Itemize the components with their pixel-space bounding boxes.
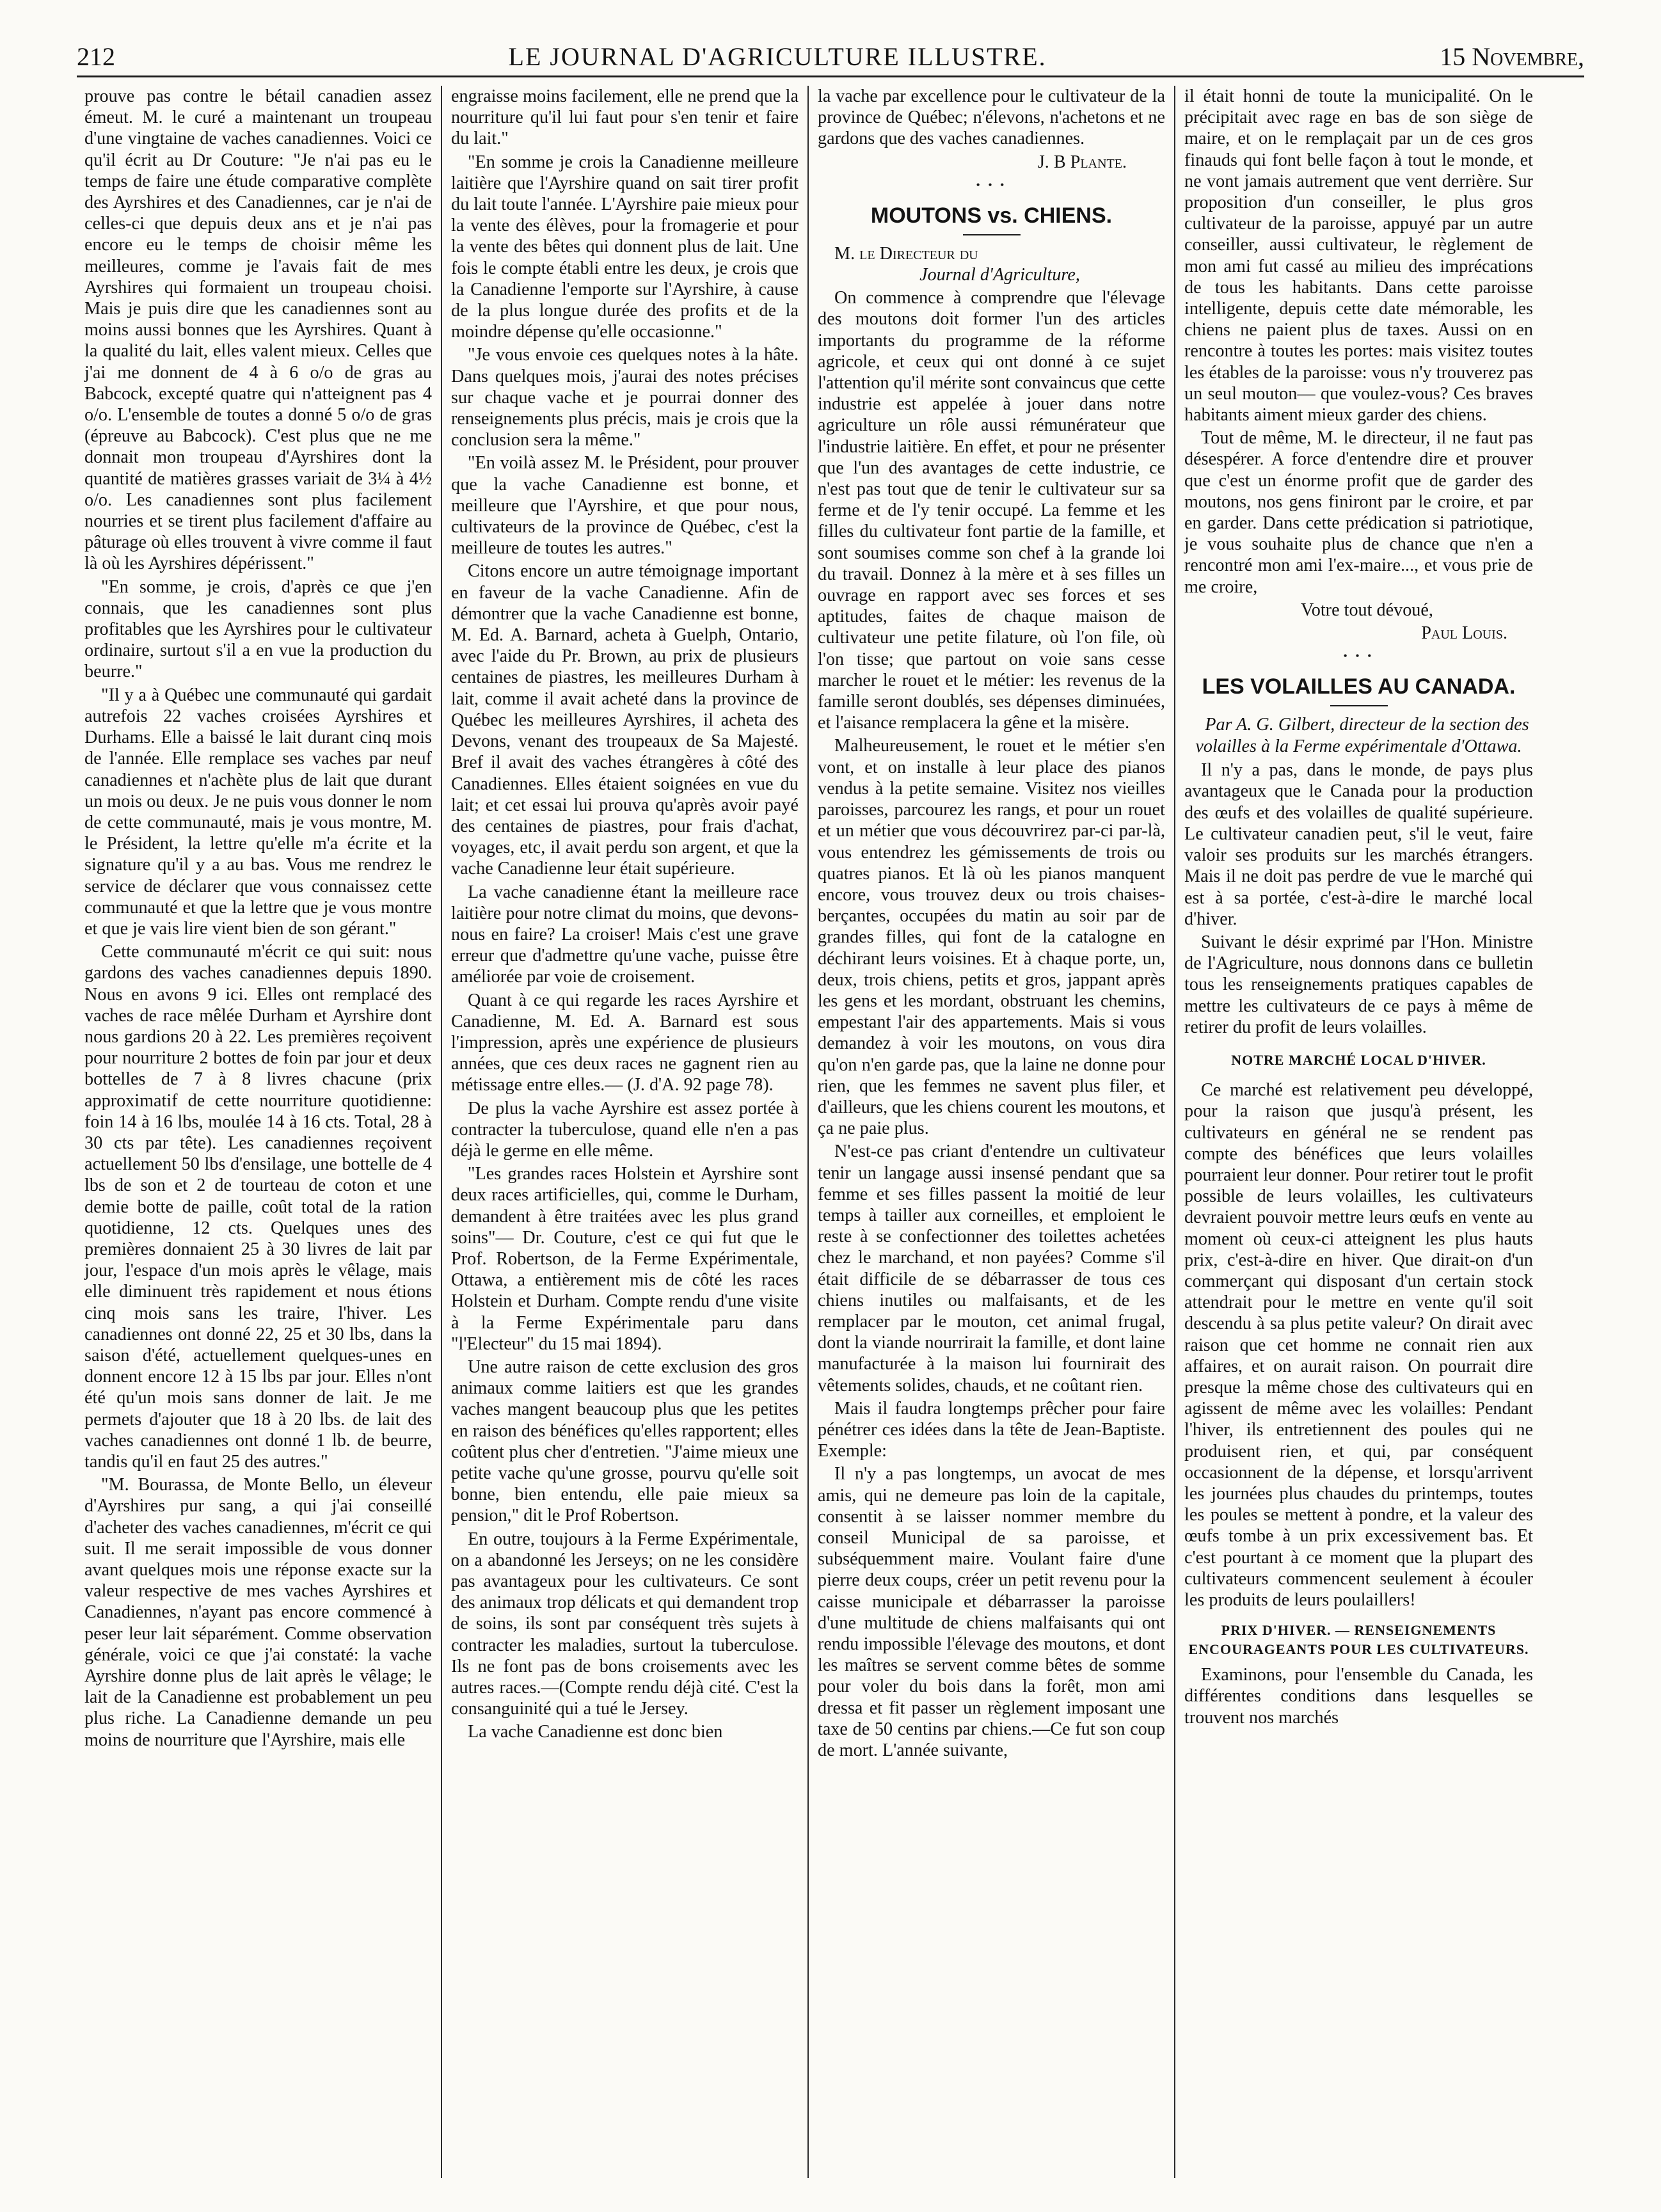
paragraph: Malheureusement, le rouet et le métier s'en vont, et on installe à leur place des pianos vendus à la petite semaine. Visitez nos vieilles paroisses, parcourez les rangs, et pour un rouet et un métier que vous découvrirez par-ci par-là, vous entendrez les gémissements de trois ou quatres pianos. Et là où les pianos manquent encore, vous trouvez deux ou trois chaises-berçantes, occupées du matin au soir par de grandes filles, qui font de la catalogne en déchirant leurs voisines. Et à chaque porte, un, deux, trois chiens, petits et gros, jappant après les gens et les mordant, obstruant les chemins, empestant l'air des appartements. Mais si vous demandez à voir les moutons, on vous dira qu'on n'en garde pas, que la laine ne donne pour rien, que les femmes ne savent plus filer, et d'ailleurs, que les chiens courent les moutons, et ça ne paie plus. — [818, 736, 1165, 1139]
paragraph: "En somme je crois la Canadienne meilleure laitière que l'Ayrshire quand on sait tirer profit du lait toute l'année. L'Ayrshire paie mieux pour la vente des élèves, pour la fromagerie et pour la vente des bêtes qui donnent plus de lait. Une fois le compte établi entre les deux, je crois que la Canadienne l'emporte sur l'Ayrshire, à cause de la plus longue durée des profits et de la moindre dépense qu'elle occasionne." — [451, 152, 799, 342]
page-number: 212 — [77, 42, 115, 71]
salutation-line: Journal d'Agriculture, — [919, 265, 1080, 285]
paragraph: Il n'y a pas longtemps, un avocat de mes amis, qui ne demeure pas loin de la capitale, consentit à se laisser nommer membre du conseil Municipal de sa paroisse, et subséquemment maire. Voulant faire d'une pierre deux coups, créer un petit revenu pour la caisse municipale et débarrasser la paroisse d'une multitude de chiens malfaisants qui ont rendu impossible l'élevage des moutons, et dont les maîtres se servent comme bêtes de somme pour voler du bois dans la forêt, mon ami dressa et fit passer un règlement imposant une taxe de 50 centins par chiens.—Ce fut son coup de mort. L'année suivante, — [818, 1464, 1165, 1761]
paragraph: "En somme, je crois, d'après ce que j'en connais, que les canadiennes sont plus profitables que les Ayrshires pour le cultivateur ordinaire, surtout s'il a en vue la production du beurre." — [84, 577, 432, 682]
paragraph: "Je vous envoie ces quelques notes à la hâte. Dans quelques mois, j'aurai des notes précises sur chaque vache et je pourrai donner des renseignements plus précis, mais je crois que la conclusion sera la même." — [451, 345, 799, 450]
paragraph: Citons encore un autre témoignage important en faveur de la vache Canadienne. Afin de démontrer que la vache Canadienne est bonne, M. Ed. A. Barnard, acheta à Guelph, Ontario, avec l'aide du Pr. Brown, au prix de plusieurs centaines de piastres, les meilleures Durham à lait, comme il avait acheté dans la province de Québec les meilleures Ayrshires, il acheta des Devons, venant des troupeaux de Sa Majesté. Bref il avait des vaches étrangères à côté des Canadiennes. Elles étaient soignées en vue du lait; et cet essai lui prouva qu'après avoir payé des centaines de piastres, pour frais d'achat, voyages, etc, il avait perdu son argent, et que la vache Canadienne leur était supérieure. — [451, 561, 799, 879]
article-byline: Par A. G. Gilbert, directeur de la section des volailles à la Ferme expérimentale d'Ottawa. — [1195, 715, 1529, 757]
article-columns — [76, 86, 1584, 2178]
paragraph: Ce marché est relativement peu développé, pour la raison que jusqu'à présent, les cultivateurs en général ne se rendent pas compte des bénéfices que leurs volailles pourraient leur donner. Pour retirer tout le profit possible de leurs volailles, les cultivateurs devraient pouvoir mettre leurs œufs en vente au moment où ceux-ci atteignent les plus hauts prix, c'est-à-dire en hiver. Que dirait-on d'un commerçant qui disposant d'un certain stock attendrait pour le mettre en vente qu'il soit descendu à sa plus petite valeur? On dirait avec raison que cet homme ne connait rien aux affaires, et on aurait raison. On pourrait dire presque la même chose des cultivateurs qui en agissent de même avec les volailles: Pendant l'hiver, ils entretiennent des poules qui ne produisent rien, et qui, par conséquent occasionnent de la dépense, et lorsqu'arrivent les journées plus chaudes du printemps, toutes les poules se mettent à pondre, et la valeur des œufs tombe à un prix excessivement bas. Et c'est pourtant à ce moment que la plupart des cultivateurs commencent seulement à écouler les produits de leurs poulaillers! — [1184, 1080, 1533, 1610]
paragraph: la vache par excellence pour le cultivateur de la province de Québec; n'élevons, n'achetons et ne gardons que des vaches canadiennes. — [818, 86, 1165, 149]
paragraph: prouve pas contre le bétail canadien assez émeut. M. le curé a maintenant un troupeau d'une vingtaine de vaches canadiennes. Voici ce qu'il écrit au Dr Couture: "Je n'ai pas eu le temps de faire une étude comparative complète des Ayrshires et des Canadiennes, car je n'ai de celles-ci que depuis deux ans et je n'ai pas encore eu le temps de choisir même les meilleures, comme je l'avais fait de mes Ayrshires qui formaient un troupeau choisi. Mais je puis dire que les canadiennes sont au moins aussi bonnes que les Ayrshires. Quant à la qualité du lait, elles valent mieux. Celles que j'ai me donnent de 4 à 6 o/o de gras au Babcock, excepté quatre qui n'atteignent pas 4 o/o. L'ensemble de toutes a donné 5 o/o de gras (épreuve au Babcock). C'est plus que ne me donnait mon troupeau d'Ayrshires dont la quantité de matières grasses variait de 3¼ à 4½ o/o. Les canadiennes sont plus facilement nourries et se tirent plus facilement d'affaire au pâturage où elles trouvent à vivre comme il faut là où les Ayrshires dépérissent." — [84, 86, 432, 574]
issue-month: Novembre, — [1472, 42, 1584, 71]
salutation-line: M. le Directeur du — [834, 243, 978, 264]
paragraph: La vache Canadienne est donc bien — [468, 1722, 723, 1742]
paragraph: engraisse moins facilement, elle ne prend que la nourriture qu'il lui faut pour s'en tenir et faire du lait." — [451, 86, 799, 149]
paragraph: Suivant le désir exprimé par l'Hon. Ministre de l'Agriculture, nous donnons dans ce bulletin tous les renseignements pratiques capables de mettre les cultivateurs de ce pays à même de retirer du profit de leurs volailles. — [1184, 932, 1533, 1037]
paragraph: Cette communauté m'écrit ce qui suit: nous gardons des vaches canadiennes depuis 1890. Nous en avons 9 ici. Elles ont remplacé des vaches de race mêlée Durham et Ayrshire dont nous gardions 20 à 22. Les premières reçoivent pour nourriture 2 bottes de foin par jour et deux bottelles de 7 à 8 livres chacune (prix approximatif de cette nourriture quotidienne: foin 14 à 16 lbs, moulée 14 à 16 cts. Total, 28 à 30 cts par tête). Les canadiennes reçoivent actuellement 50 lbs d'ensilage, une bottelle de 4 lbs de son et 2 de tourteau de coton et une demie botte de paille, coût total de la ration quotidienne, 12 cts. Quelques unes des premières donnaient 25 à 30 livres de lait par jour, l'espace d'un mois après le vêlage, mais elle diminuent très rapidement et nous étions cinq mois sans les traire, l'hiver. Les canadiennes ont donné 22, 25 et 30 lbs, dans la saison d'été, actuellement quelques-unes en donnent encore 12 à 15 lbs par jour. Elles n'ont été qu'un mois sans donner de lait. Je me permets d'ajouter que 18 à 20 lbs. de lait des vaches canadiennes ont donné 1 lb. de beurre, tandis qu'il en faut 25 des autres." — [84, 942, 432, 1472]
paragraph: "Il y a à Québec une communauté qui gardait autrefois 22 vaches croisées Ayrshires et Durhams. Elle a baissé le lait durant cinq mois de l'année. Elle remplace ses vaches par neuf canadiennes et n'achète plus de lait que durant un mois ou deux. Je ne puis vous donner le nom de cette communauté, mais je vous montre, M. le Président, la lettre qu'elle m'a écrite et la signature qu'il y a au bas. Vous me rendrez le service de déclarer que vous connaissez cette communauté et que la lettre que je vous montre et que je vais lire vient bien de son gérant." — [84, 685, 432, 939]
paragraph: Examinons, pour l'ensemble du Canada, les différentes conditions dans lesquelles se trouvent nos marchés — [1184, 1665, 1533, 1728]
paragraph: Il n'y a pas, dans le monde, de pays plus avantageux que le Canada pour la production des œufs et des volailles de qualité supérieure. Le cultivateur canadien peut, s'il le veut, faire valoir ses produits sur les marchés étrangers. Mais il ne doit pas perdre de vue le marché qui est à sa portée, c'est-à-dire le marché local d'hiver. — [1184, 760, 1533, 929]
paragraph: "M. Bourassa, de Monte Bello, un éleveur d'Ayrshires pur sang, a qui j'ai conseillé d'acheter des vaches canadiennes, m'écrit ce qui suit. Il me serait impossible de vous donner avant quelques mois une réponse exacte sur la valeur respective de mes vaches Ayrshires et Canadiennes, n'ayant pas encore commencé à peser leur lait séparément. Comme observation générale, voici ce que j'ai constaté: la vache Ayrshire donne plus de lait après le vêlage; le lait de la Canadienne est probablement un peu plus riche. La Canadienne demande un peu moins de nourriture que l'Ayrshire, mais elle — [84, 1475, 432, 1750]
paragraph: Mais il faudra longtemps prêcher pour faire pénétrer ces idées dans la tête de Jean-Baptiste. Exemple: — [818, 1398, 1165, 1461]
headline-rule — [1330, 705, 1388, 706]
section-subheading: NOTRE MARCHÉ LOCAL D'HIVER. — [1231, 1051, 1486, 1068]
paragraph: Tout de même, M. le directeur, il ne faut pas désespérer. A force d'entendre dire et prouver que c'est un énorme profit que de garder des moutons, nos gens finiront par le croire, et par en garder. Dans cette prédication si patriotique, je vous souhaite plus de chance que n'en a rencontré mon ami l'ex-maire..., et vous prie de me croire, — [1184, 428, 1533, 597]
paragraph: il était honni de toute la municipalité. On le précipitait avec rage en bas de son siège de maire, et on le remplaçait par un de ces gros finauds qui font belle façon à tout le monde, et ne vont jamais autrement que vent derrière. Sur proposition d'un conseiller, le plus gros cultivateur de la paroisse, appuyé par un autre conseiller, aussi cultivateur, le règlement de mon ami fut cassé au milieu des imprécations de tous les habitants. Dans cette paroisse intelligente, depuis cette date mémorable, les chiens ne paient plus de taxes. Aussi on en rencontre à toutes les portes: mais visitez toutes les étables de la paroisse: vous n'y trouverez pas un seul mouton— que voulez-vous? Ces braves habitants aiment mieux garder des chiens. — [1184, 86, 1533, 426]
article-signature: Paul Louis. — [1421, 623, 1507, 644]
ornament-divider: • • • — [1343, 649, 1374, 663]
article-headline: MOUTONS vs. CHIENS. — [870, 203, 1113, 228]
issue-day: 15 — [1440, 42, 1466, 71]
letter-closing: Votre tout dévoué, — [1301, 600, 1433, 620]
journal-title: LE JOURNAL D'AGRICULTURE ILLUSTRE. — [508, 42, 1047, 71]
column-2 — [442, 86, 809, 2178]
paragraph: "En voilà assez M. le Président, pour prouver que la vache Canadienne est bonne, et meilleure que l'Ayrshire, et que pour nous, cultivateurs de la province de Québec, c'est la meilleure de toutes les autres." — [451, 453, 799, 559]
ornament-divider: • • • — [976, 178, 1007, 191]
column-4 — [1175, 86, 1542, 2178]
headline-rule — [963, 234, 1021, 235]
article-signature: J. B Plante. — [1037, 152, 1127, 172]
paragraph: N'est-ce pas criant d'entendre un cultivateur tenir un langage aussi insensé pendant que sa femme et ses filles passent la moitié de leur temps à tailler aux corneilles, et emploient le reste à se confectionner des toilettes achetées chez le marchand, et non payées? Comme s'il était difficile de se débarrasser de tous ces chiens inutiles ou malfaisants, et de les remplacer par le mouton, cet animal frugal, dont la viande nourrirait la famille, et dont laine manufacturée à la maison lui fournirait des vêtements solides, chauds, et ne coûtant rien. — [818, 1142, 1165, 1396]
issue-date — [1440, 42, 1584, 72]
paragraph: Une autre raison de cette exclusion des gros animaux comme laitiers est que les grandes vaches mangent beaucoup plus que les petites en raison des bénéfices qu'elles rapportent; elles coûtent plus cher d'entretien. "J'aime mieux une petite vache qu'une grosse, pourvu qu'elle soit bonne, bien entendu, elle paie mieux sa pension," dit le Prof Robertson. — [451, 1357, 799, 1526]
paragraph: Quant à ce qui regarde les races Ayrshire et Canadienne, M. Ed. A. Barnard est sous l'impression, après une expérience de plusieurs années, que ces deux races ne gagnent rien au métissage entre elles.— (J. d'A. 92 page 78). — [451, 990, 799, 1095]
section-subheading: PRIX D'HIVER. — RENSEIGNEMENTS ENCOURAGEANTS POUR LES CULTIVATEURS. — [1188, 1622, 1529, 1658]
article-headline: LES VOLAILLES AU CANADA. — [1202, 674, 1516, 699]
paragraph: On commence à comprendre que l'élevage des moutons doit former l'un des articles importants du programme de la réforme agricole, et ceux qui ont donné à ce sujet l'attention qu'il mérite sont convaincus que cette industrie est appelée à jouer dans notre agriculture un rôle aussi rémunérateur que l'industrie laitière. En effet, et pour ne présenter que l'un des avantages de cette industrie, ce n'est pas tout que de tenir le cultivateur sur sa ferme et de l'y tenir occupé. La femme et les filles du cultivateur font partie de la famille, et sont soumises comme son chef à la grande loi du travail. Donnez à la mère et à ses filles un ouvrage en rapport avec ses forces et ses aptitudes, faites de chaque maison de cultivateur une petite filature, où l'on file, où l'on tisse; que partout on voie sans cesse marcher le rouet et le métier: les revenus de la famille seront doublés, ses dépenses diminuées, et l'aisance remplacera la gêne et la misère. — [818, 288, 1165, 733]
paragraph: En outre, toujours à la Ferme Expérimentale, on a abandonné les Jerseys; on ne les considère pas avantageux pour les cultivateurs. Ce sont des animaux trop délicats et qui demandent trop de soins, ils sont par conséquent très sujets à contracter les maladies, surtout la tuberculose. Ils ne font pas de bons croisements avec les autres races.—(Compte rendu déjà cité. C'est la consanguinité qui a tué le Jersey. — [451, 1529, 799, 1719]
paragraph: "Les grandes races Holstein et Ayrshire sont deux races artificielles, qui, comme le Durham, demandent à être traitées avec les plus grand soins"— Dr. Couture, c'est ce qui fut que le Prof. Robertson, de la Ferme Expérimentale, Ottawa, a entièrement mis de côté les races Holstein et Durham. Compte rendu d'une visite à la Ferme Expérimentale paru dans "l'Electeur" du 15 mai 1894). — [451, 1164, 799, 1354]
paragraph: La vache canadienne étant la meilleure race laitière pour notre climat du moins, que devons-nous en faire? La croiser! Mais c'est une grave erreur que d'admettre qu'une vache, puisse être améliorée par voie de croisement. — [451, 882, 799, 987]
paragraph: De plus la vache Ayrshire est assez portée à contracter la tuberculose, quand elle n'en a pas déjà le germe en elle même. — [451, 1098, 799, 1161]
column-1 — [76, 86, 442, 2178]
letter-salutation — [818, 243, 1165, 285]
page-header — [77, 37, 1584, 77]
column-3 — [809, 86, 1175, 2178]
